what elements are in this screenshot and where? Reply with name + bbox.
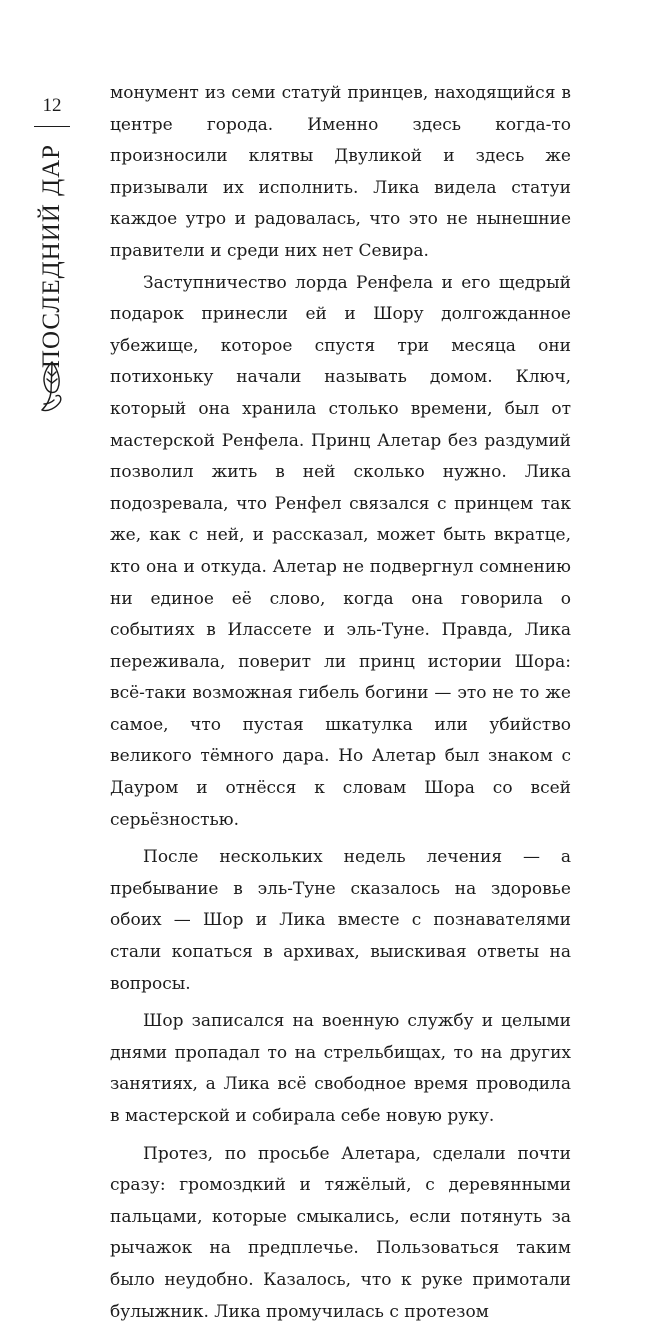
body-text — [110, 78, 571, 1328]
feather-quill-icon — [34, 358, 70, 418]
running-title: ПОСЛЕДНИЙ ДАР — [38, 143, 65, 369]
paragraph: Заступничество лорда Ренфела и его щедрый подарок принесли ей и Шору долгожданное убежище, которое спустя три месяца они потихоньку начали называть домом. Ключ, который она хранила столько времени, был от мастерской Ренфела. Принц Алетар без раздумий позволил жить в ней сколько нужно. Лика подозревала, что Ренфел связался с принцем так же, как с ней, и рассказал, может быть вкратце, кто она и откуда. Алетар не подвергнул сомнению ни единое её слово, когда она говорила о событиях в Илассете и эль-Туне. Правда, Лика переживала, поверит ли принц истории Шора: всё-таки возможная гибель богини — это не то же самое, что пустая шкатулка или убийство великого тёмного дара. Но Алетар был знаком с Дауром и отнёсся к словам Шора со всей серьёзностью. — [110, 272, 571, 830]
running-header-sidebar — [30, 88, 74, 418]
paragraph: монумент из семи статуй принцев, находящийся в центре города. Именно здесь когда-то произносили клятвы Двуликой и здесь же призывали их исполнить. Лика видела статуи каждое утро и радовалась, что это не нынешние правители и среди них нет Севира. — [110, 83, 571, 261]
header-divider — [34, 126, 70, 127]
paragraph: Протез, по просьбе Алетара, сделали почти сразу: громоздкий и тяжёлый, с деревянными пальцами, которые смыкались, если потянуть за рычажок на предплечье. Пользоваться таким было неудобно. Казалось, что к руке примотали булыжник. Лика промучилась с протезом — [110, 1143, 571, 1322]
paragraph: После нескольких недель лечения — а пребывание в эль-Туне сказалось на здоровье обоих — Шор и Лика вместе с познавателями стали копаться в архивах, выискивая ответы на вопросы. — [110, 847, 571, 994]
paragraph: Шор записался на военную службу и целыми днями пропадал то на стрельбищах, то на других занятиях, а Лика всё свободное время проводила в мастерской и собирала себе новую руку. — [110, 1011, 571, 1126]
page-number: 12 — [42, 95, 62, 116]
